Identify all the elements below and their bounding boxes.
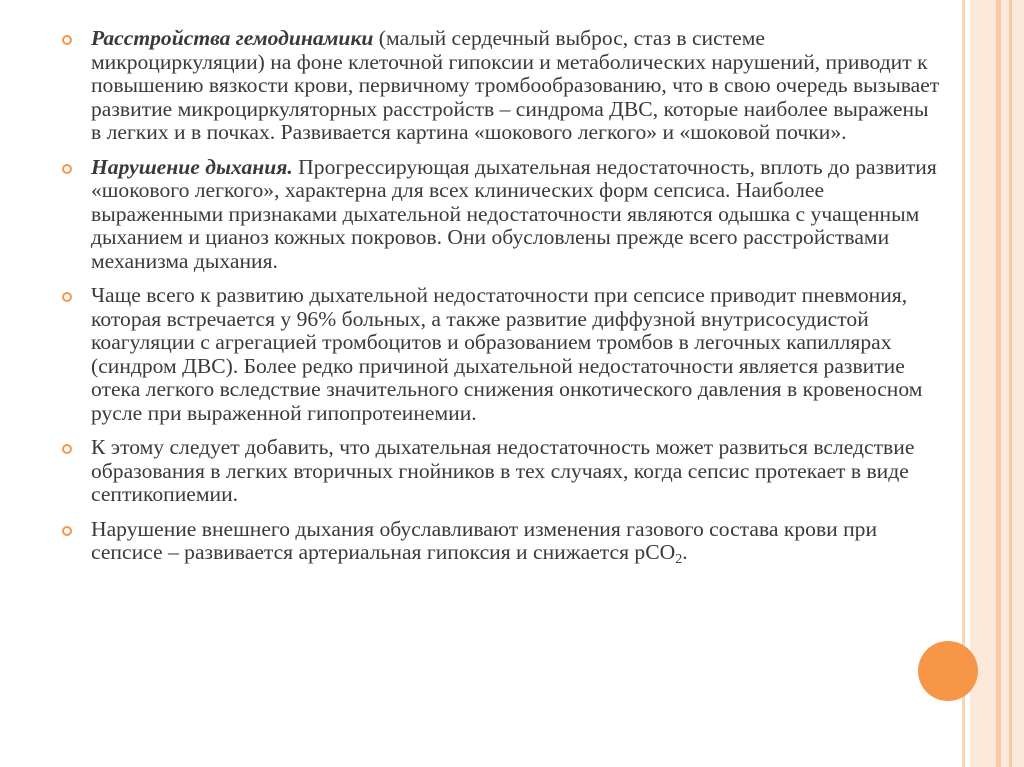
bullet-ring-icon — [62, 164, 72, 174]
paragraph-text: Прогрессирующая дыхательная недостаточность, вплоть до развития «шокового легкого», характерна для всех клинических форм сепсиса. Наиболее выраженными признаками дыхательной недостаточности являются одышка с учащенным дыханием и цианоз кожных покровов. Они обусловлены прежде всего расстройствами механизма дыхания. — [91, 154, 937, 273]
paragraph-text: Чаще всего к развитию дыхательной недостаточности при сепсисе приводит пневмония, которая встречается у 96% больных, а также развитие диффузной внутрисосудистой коагуляции с агрегацией тромбоцитов и образованием тромбов в легочных капиллярах (синдром ДВС). Более редко причиной дыхательной недостаточности является развитие отека легкого вследствие значительного снижения онкотического давления в кровеносном русле при выраженной гипопротеинемии. — [91, 283, 923, 425]
bullet-ring-icon — [62, 35, 72, 45]
bullet-ring-icon — [62, 444, 72, 454]
accent-circle — [918, 641, 978, 701]
slide-content — [62, 27, 942, 576]
stripe — [1001, 0, 1009, 767]
term-heading: Нарушение дыхания. — [91, 154, 293, 179]
bullet-ring-icon — [62, 526, 72, 536]
list-item — [62, 156, 942, 274]
paragraph-text: К этому следует добавить, что дыхательная недостаточность может развиться вследствие образования в легких вторичных гнойников в тех случаях, когда сепсис протекает в виде септикопиемии. — [91, 435, 915, 506]
stripe — [1012, 0, 1024, 767]
list-item — [62, 284, 942, 425]
term-heading: Расстройства гемодинамики — [91, 26, 374, 50]
bullet-list — [62, 27, 942, 565]
list-item — [62, 518, 942, 565]
paragraph-tail: . — [682, 540, 688, 564]
bullet-ring-icon — [62, 292, 72, 302]
paragraph-text: Нарушение внешнего дыхания обуславливают изменения газового состава крови при сепсисе – развивается артериальная гипоксия и снижается рСО — [91, 516, 878, 564]
stripe — [970, 0, 996, 767]
paragraph-text: (малый сердечный выброс, стаз в системе микроциркуляции) на фоне клеточной гипоксии и метаболических нарушений, приводит к повышению вязкости крови, первичному тромбообразованию, что в свою очередь вызывает развитие микроциркуляторных расстройств – синдрома ДВС, которые наиболее выражены в легких и в почках. Развивается картина «шокового легкого» и «шоковой почки». — [91, 26, 940, 144]
list-item — [62, 436, 942, 507]
subscript: 2 — [675, 552, 683, 567]
list-item — [62, 27, 942, 145]
